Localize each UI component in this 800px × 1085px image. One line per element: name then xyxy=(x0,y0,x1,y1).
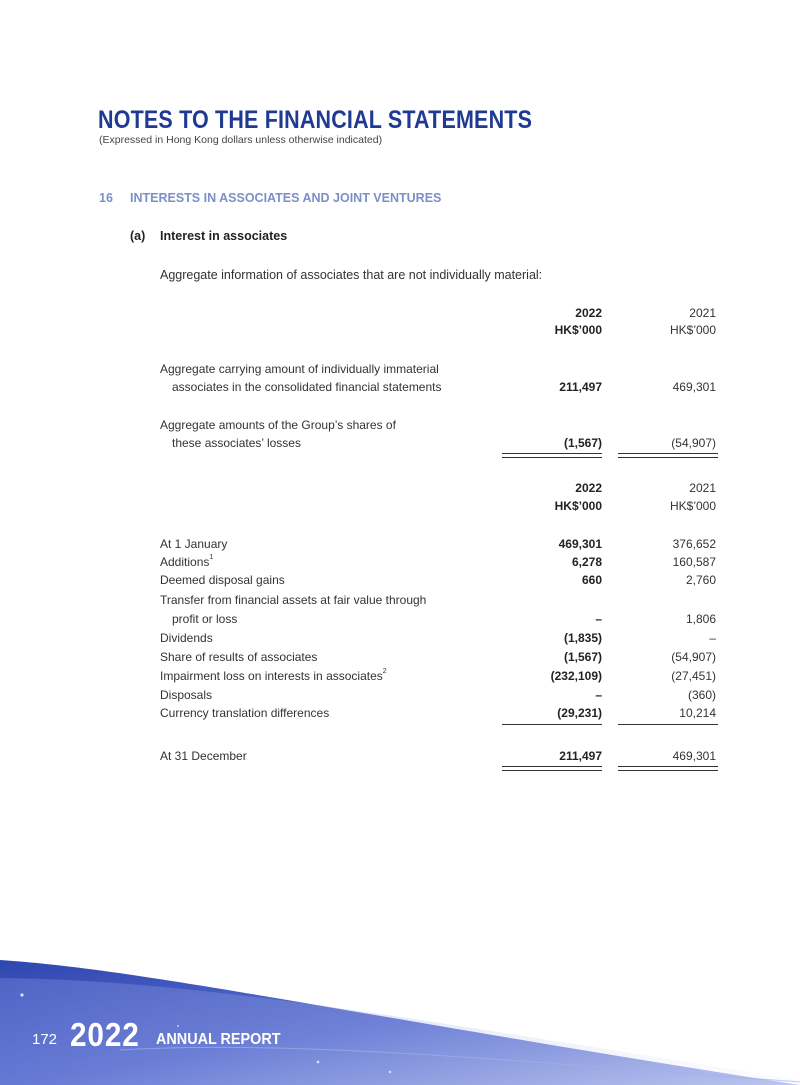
page-title: NOTES TO THE FINANCIAL STATEMENTS xyxy=(98,106,533,134)
table2-row-deemed-2022: 660 xyxy=(581,573,602,587)
table2-row-closing-2021: 469,301 xyxy=(672,749,716,763)
table2-row-additions-2021: 160,587 xyxy=(672,555,716,569)
table2-row-additions-2022: 6,278 xyxy=(571,555,602,569)
table2-row-closing-2022: 211,497 xyxy=(559,749,602,763)
table2-row-transfer-2021: 1,806 xyxy=(685,612,716,626)
section-number: 16 xyxy=(99,191,113,205)
table1-header-2021-unit: HK$’000 xyxy=(669,323,716,337)
table2-row-impairment-label: Impairment loss on interests in associates$^2$ xyxy=(160,668,387,683)
report-year: 2022 xyxy=(70,1016,140,1053)
table2-row-disposals-2021: (360) xyxy=(687,688,716,702)
table2-row-share-results-2021: (54,907) xyxy=(671,650,716,664)
page-number: 172 xyxy=(32,1031,58,1048)
table2-row-disposals-2022: – xyxy=(595,688,602,702)
table2-row-currency-2021: 10,214 xyxy=(679,706,716,720)
table1-row1-2022: 211,497 xyxy=(559,380,602,394)
table2-row-disposals-label: Disposals xyxy=(160,688,213,702)
table2-row-dividends-2021: – xyxy=(709,631,716,645)
footnote-2-marker: 2 xyxy=(382,668,387,675)
subsection-number: (a) xyxy=(130,229,146,243)
table2-row-dividends-2022: (1,835) xyxy=(563,631,602,645)
table1-row1-2021: 469,301 xyxy=(672,380,716,394)
table1-row1-label-cont: associates in the consolidated financial statements xyxy=(172,380,442,394)
table2-header-2021-year: 2021 xyxy=(689,481,716,495)
table2-row-transfer-2022: – xyxy=(595,612,602,626)
table2-row-closing-label: At 31 December xyxy=(160,749,247,763)
table1-header-2022-unit: HK$’000 xyxy=(554,323,602,337)
table2-subtotal-rule-2021 xyxy=(618,724,718,725)
table2-row-transfer-label-cont: profit or loss xyxy=(172,612,238,626)
table1-header-2022-year: 2022 xyxy=(575,306,602,320)
table1-row2-label: Aggregate amounts of the Group’s shares of xyxy=(160,418,396,432)
footer-banner xyxy=(0,940,800,1085)
table2-row-share-results-2022: (1,567) xyxy=(563,650,602,664)
table2-row-impairment-2022: (232,109) xyxy=(550,669,602,683)
table2-header-2022-unit: HK$’000 xyxy=(554,499,602,513)
table2-row-opening-label: At 1 January xyxy=(160,537,228,551)
table1-row2-label-cont: these associates’ losses xyxy=(172,436,301,450)
footnote-1-marker: 1 xyxy=(209,554,214,561)
table1-double-rule-2021 xyxy=(618,453,718,458)
subsection-title: Interest in associates xyxy=(160,229,288,243)
intro-text: Aggregate information of associates that are not individually material: xyxy=(160,268,543,282)
table2-row-share-results-label: Share of results of associates xyxy=(160,650,318,664)
table2-row-currency-label: Currency translation differences xyxy=(160,706,330,720)
table2-header-2022-year: 2022 xyxy=(575,481,602,495)
table2-double-rule-2021 xyxy=(618,766,718,771)
table2-row-opening-2022: 469,301 xyxy=(558,537,602,551)
table1-row1-label: Aggregate carrying amount of individually immaterial xyxy=(160,362,439,376)
table2-row-opening-2021: 376,652 xyxy=(672,537,716,551)
table2-row-additions-label: Additions$^1$ xyxy=(160,554,214,569)
table2-header-2021-unit: HK$’000 xyxy=(669,499,716,513)
table2-subtotal-rule-2022 xyxy=(502,724,602,725)
table1-row2-2022: (1,567) xyxy=(563,436,602,450)
table1-header-2021-year: 2021 xyxy=(689,306,716,320)
table2-row-deemed-label: Deemed disposal gains xyxy=(160,573,285,587)
table2-row-impairment-2021: (27,451) xyxy=(671,669,716,683)
table2-row-deemed-2021: 2,760 xyxy=(685,573,716,587)
table1-double-rule-2022 xyxy=(502,453,602,458)
section-title: INTERESTS IN ASSOCIATES AND JOINT VENTURES xyxy=(130,191,442,205)
report-name: ANNUAL REPORT xyxy=(156,1031,281,1048)
table2-row-transfer-label: Transfer from financial assets at fair value through xyxy=(160,593,427,607)
page-subtitle: (Expressed in Hong Kong dollars unless otherwise indicated) xyxy=(99,134,383,146)
table2-row-dividends-label: Dividends xyxy=(160,631,213,645)
table2-double-rule-2022 xyxy=(502,766,602,771)
table2-row-currency-2022: (29,231) xyxy=(557,706,602,720)
table1-row2-2021: (54,907) xyxy=(671,436,716,450)
